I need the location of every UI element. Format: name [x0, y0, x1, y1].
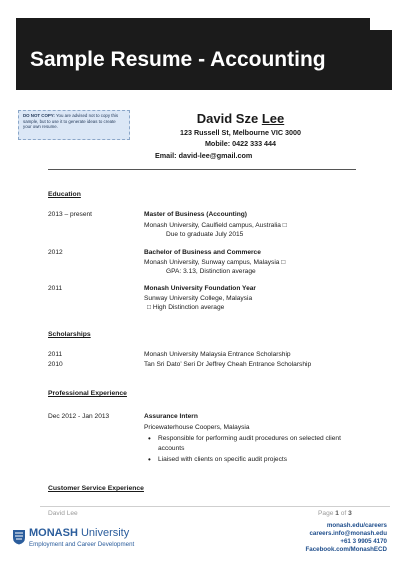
contact-link[interactable]: monash.edu/careers	[326, 522, 387, 529]
edu-title: Monash University Foundation Year	[144, 285, 256, 292]
scholarship-text: Monash University Malaysia Entrance Scholarship	[144, 351, 291, 358]
header-divider	[48, 169, 356, 170]
edu-line: GPA: 3.13, Distinction average	[166, 268, 256, 275]
experience-bullet: • Liaised with clients on specific audit projects	[158, 456, 287, 463]
mobile: Mobile: 0422 333 444	[204, 139, 277, 148]
experience-date: Dec 2012 - Jan 2013	[48, 413, 110, 420]
edu-line: Due to graduate July 2015	[166, 231, 244, 238]
edu-title: Master of Business (Accounting)	[144, 211, 247, 218]
logo-rest: University	[77, 527, 130, 539]
edu-date: 2011	[48, 285, 63, 292]
edu-line: □ High Distinction average	[147, 304, 225, 311]
notice-label: DO NOT COPY:	[23, 113, 55, 118]
edu-line: Monash University, Caulfield campus, Australia □	[144, 222, 287, 229]
logo-subtitle: Employment and Career Development	[29, 541, 135, 548]
edu-date: 2012	[48, 249, 63, 256]
logo-bold: MONASH	[29, 527, 78, 539]
education-heading: Education	[48, 191, 81, 198]
email: Email: david-lee@gmail.com	[155, 151, 253, 160]
edu-title: Bachelor of Business and Commerce	[144, 249, 261, 256]
candidate-name	[0, 111, 403, 126]
first-name: David Sze	[196, 111, 259, 126]
scholarship-text: Tan Sri Dato’ Seri Dr Jeffrey Cheah Entrance Scholarship	[144, 361, 312, 368]
page-of: of	[340, 510, 347, 517]
scholarship-date: 2010	[48, 361, 63, 368]
banner-accent	[370, 18, 392, 30]
contact-facebook[interactable]: Facebook.com/MonashECD	[305, 546, 387, 553]
shield-icon	[12, 529, 26, 545]
page-prefix: Page	[318, 510, 334, 517]
monash-logo	[12, 526, 162, 552]
page-title: Sample Resume - Accounting	[30, 48, 326, 71]
footer-name: David Lee	[48, 510, 78, 517]
experience-heading: Professional Experience	[48, 390, 127, 397]
experience-bullet-cont: accounts	[158, 445, 185, 452]
edu-line: Monash University, Sunway campus, Malaysia □	[144, 259, 286, 266]
experience-role: Assurance Intern	[144, 413, 198, 420]
scholarship-date: 2011	[48, 351, 63, 358]
footer-divider	[40, 506, 390, 507]
page-total: 3	[348, 510, 352, 517]
logo-wordmark	[29, 527, 129, 539]
address: 123 Russell St, Melbourne VIC 3000	[179, 128, 302, 137]
notice-text: You are advised not to copy this sample, but to use it to generate ideas to create your own resume.	[23, 113, 119, 130]
contact-email[interactable]: careers.info@monash.edu	[309, 530, 387, 537]
contact-phone: +61 3 9905 4170	[340, 538, 387, 545]
title-banner	[16, 18, 392, 90]
experience-bullet: • Responsible for performing audit procedures on selected client	[158, 435, 341, 442]
edu-line: Sunway University College, Malaysia	[144, 295, 253, 302]
last-name: Lee	[261, 111, 285, 126]
page-number: 1	[335, 510, 339, 517]
page-indicator	[318, 510, 352, 517]
experience-company: Pricewaterhouse Coopers, Malaysia	[144, 424, 250, 431]
scholarships-heading: Scholarships	[48, 331, 91, 338]
edu-date: 2013 – present	[48, 211, 92, 218]
customer-service-heading: Customer Service Experience	[48, 485, 144, 492]
